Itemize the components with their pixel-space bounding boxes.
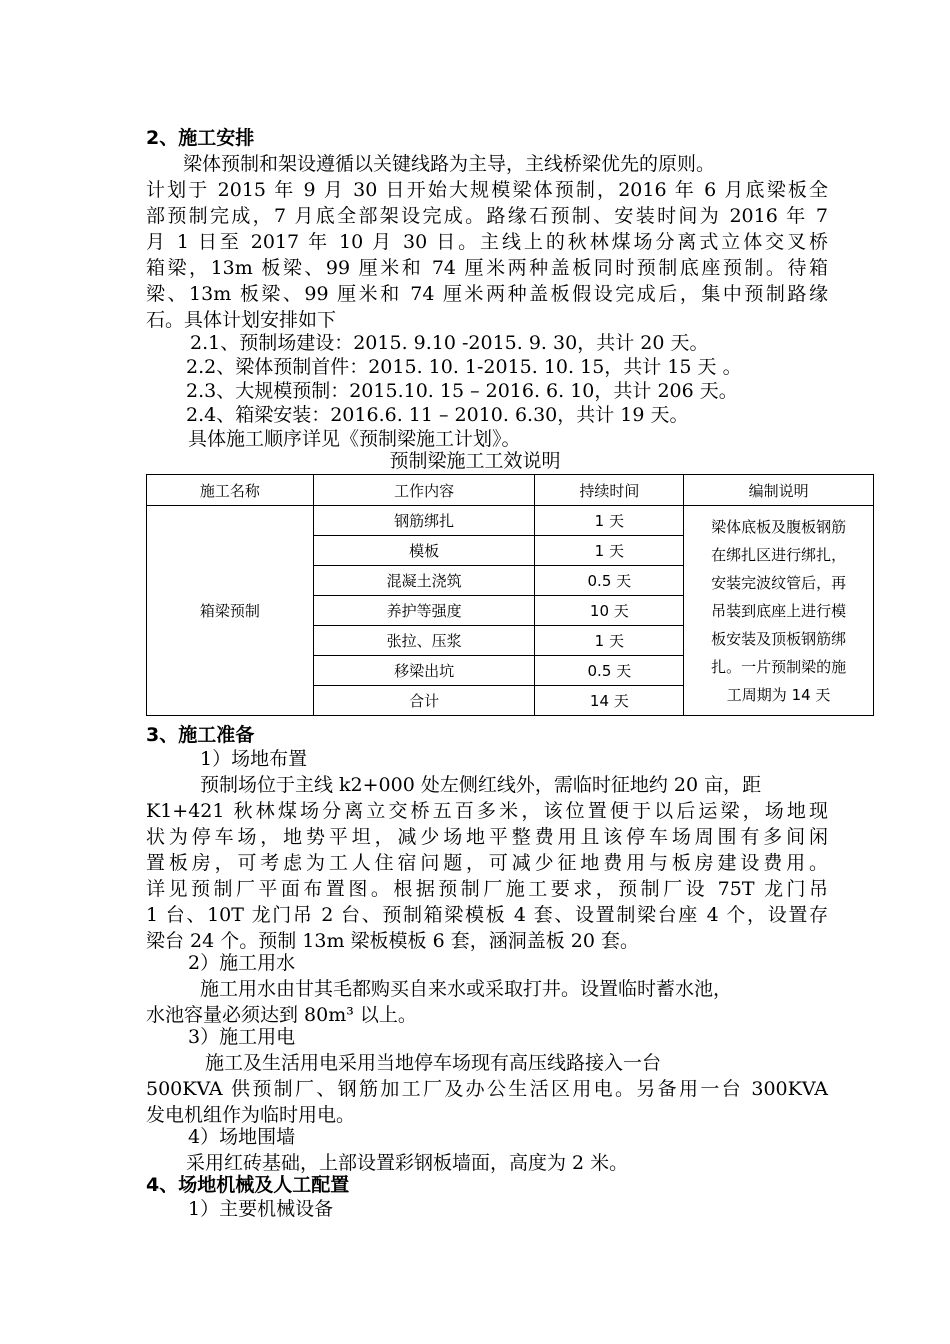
duration-cell: 14 天 (535, 686, 684, 716)
duration-cell: 10 天 (535, 596, 684, 626)
paragraph-line: 石。具体计划安排如下 (146, 309, 337, 331)
process-name-cell: 箱梁预制 (147, 506, 314, 716)
note-line: 梁体底板及腹板钢筋 (711, 517, 847, 536)
paragraph-line: 1 台、10T 龙门吊 2 台、预制箱梁模板 4 套、设置制梁台座 4 个，设置存 (146, 904, 828, 926)
note-cell (684, 506, 874, 716)
paragraph-line: 500KVA 供预制厂、钢筋加工厂及办公生活区用电。另备用一台 300KVA (146, 1078, 828, 1100)
table-header-row (147, 475, 874, 506)
paragraph-line: 详见预制厂平面布置图。根据预制厂施工要求，预制厂设 75T 龙门吊 (146, 878, 828, 900)
header-cell: 施工名称 (147, 475, 314, 506)
section-2-heading: 2、施工安排 (146, 127, 255, 149)
section-4-heading: 4、场地机械及人工配置 (146, 1174, 350, 1196)
section-3-heading: 3、施工准备 (146, 724, 255, 746)
paragraph-line: 水池容量必须达到 80m³ 以上。 (146, 1004, 417, 1026)
subsection-title: 2）施工用水 (188, 952, 296, 974)
content-cell: 合计 (313, 686, 535, 716)
header-cell: 编制说明 (684, 475, 874, 506)
duration-cell: 0.5 天 (535, 656, 684, 686)
paragraph-line: 施工用水由甘其毛都购买自来水或采取打井。设置临时蓄水池， (200, 978, 733, 1000)
note-line: 在绑扎区进行绑扎， (711, 545, 847, 564)
note-line: 板安装及顶板钢筋绑 (711, 629, 847, 648)
content-cell: 模板 (313, 536, 535, 566)
header-cell: 工作内容 (313, 475, 535, 506)
paragraph-line: 梁体预制和架设遵循以关键线路为主导，主线桥梁优先的原则。 (183, 153, 716, 175)
content-cell: 移梁出坑 (313, 656, 535, 686)
content-cell: 张拉、压浆 (313, 626, 535, 656)
note-line: 工周期为 14 天 (726, 685, 831, 704)
paragraph-line: 状为停车场，地势平坦，减少场地平整费用且该停车场周围有多间闲 (146, 826, 828, 848)
table-caption: 预制梁施工工效说明 (389, 450, 561, 472)
duration-cell: 1 天 (535, 626, 684, 656)
duration-cell: 1 天 (535, 506, 684, 536)
paragraph-line: 采用红砖基础，上部设置彩钢板墙面，高度为 2 米。 (186, 1152, 629, 1174)
paragraph-line: 发电机组作为临时用电。 (146, 1104, 356, 1126)
paragraph-line: 月 1 日至 2017 年 10 月 30 日。主线上的秋林煤场分离式立体交叉桥 (146, 231, 828, 253)
note-line: 安装完波纹管后，再 (711, 573, 847, 592)
schedule-item: 2.1、预制场建设：2015. 9.10 -2015. 9. 30，共计 20 天。 (190, 332, 709, 354)
duration-cell: 1 天 (535, 536, 684, 566)
subsection-title: 1）场地布置 (200, 748, 308, 770)
duration-cell: 0.5 天 (535, 566, 684, 596)
note-line: 吊装到底座上进行模 (711, 601, 847, 620)
schedule-item: 2.3、大规模预制：2015.10. 15 – 2016. 6. 10，共计 206 天。 (186, 380, 738, 402)
paragraph-line: 箱梁，13m 板梁、99 厘米和 74 厘米两种盖板同时预制底座预制。待箱 (146, 257, 828, 279)
paragraph-line: 部预制完成，7 月底全部架设完成。路缘石预制、安装时间为 2016 年 7 (146, 205, 828, 227)
content-cell: 混凝土浇筑 (313, 566, 535, 596)
paragraph-line: 置板房，可考虑为工人住宿问题，可减少征地费用与板房建设费用。 (146, 852, 828, 874)
content-cell: 养护等强度 (313, 596, 535, 626)
subsection-title: 3）施工用电 (188, 1026, 296, 1048)
detail-reference: 具体施工顺序详见《预制梁施工计划》。 (188, 428, 521, 450)
schedule-item: 2.4、箱梁安装：2016.6. 11 – 2010. 6.30，共计 19 天。 (186, 404, 689, 426)
note-line: 扎。一片预制梁的施 (711, 657, 847, 676)
subsection-title: 1）主要机械设备 (188, 1198, 334, 1220)
paragraph-line: K1+421 秋林煤场分离立交桥五百多米，该位置便于以后运梁，场地现 (146, 800, 828, 822)
paragraph-line: 计划于 2015 年 9 月 30 日开始大规模梁体预制，2016 年 6 月底梁板全 (146, 179, 828, 201)
paragraph-line: 梁、13m 板梁、99 厘米和 74 厘米两种盖板假设完成后，集中预制路缘 (146, 283, 828, 305)
header-cell: 持续时间 (535, 475, 684, 506)
paragraph-line: 预制场位于主线 k2+000 处左侧红线外，需临时征地约 20 亩，距 (200, 774, 762, 796)
schedule-item: 2.2、梁体预制首件：2015. 10. 1-2015. 10. 15，共计 15 天 。 (186, 356, 742, 378)
subsection-title: 4）场地围墙 (188, 1126, 296, 1148)
work-efficiency-table (146, 474, 874, 716)
table-row (147, 506, 874, 536)
paragraph-line: 梁台 24 个。预制 13m 梁板模板 6 套，涵洞盖板 20 套。 (146, 930, 639, 952)
content-cell: 钢筋绑扎 (313, 506, 535, 536)
paragraph-line: 施工及生活用电采用当地停车场现有高压线路接入一台 (205, 1052, 662, 1074)
